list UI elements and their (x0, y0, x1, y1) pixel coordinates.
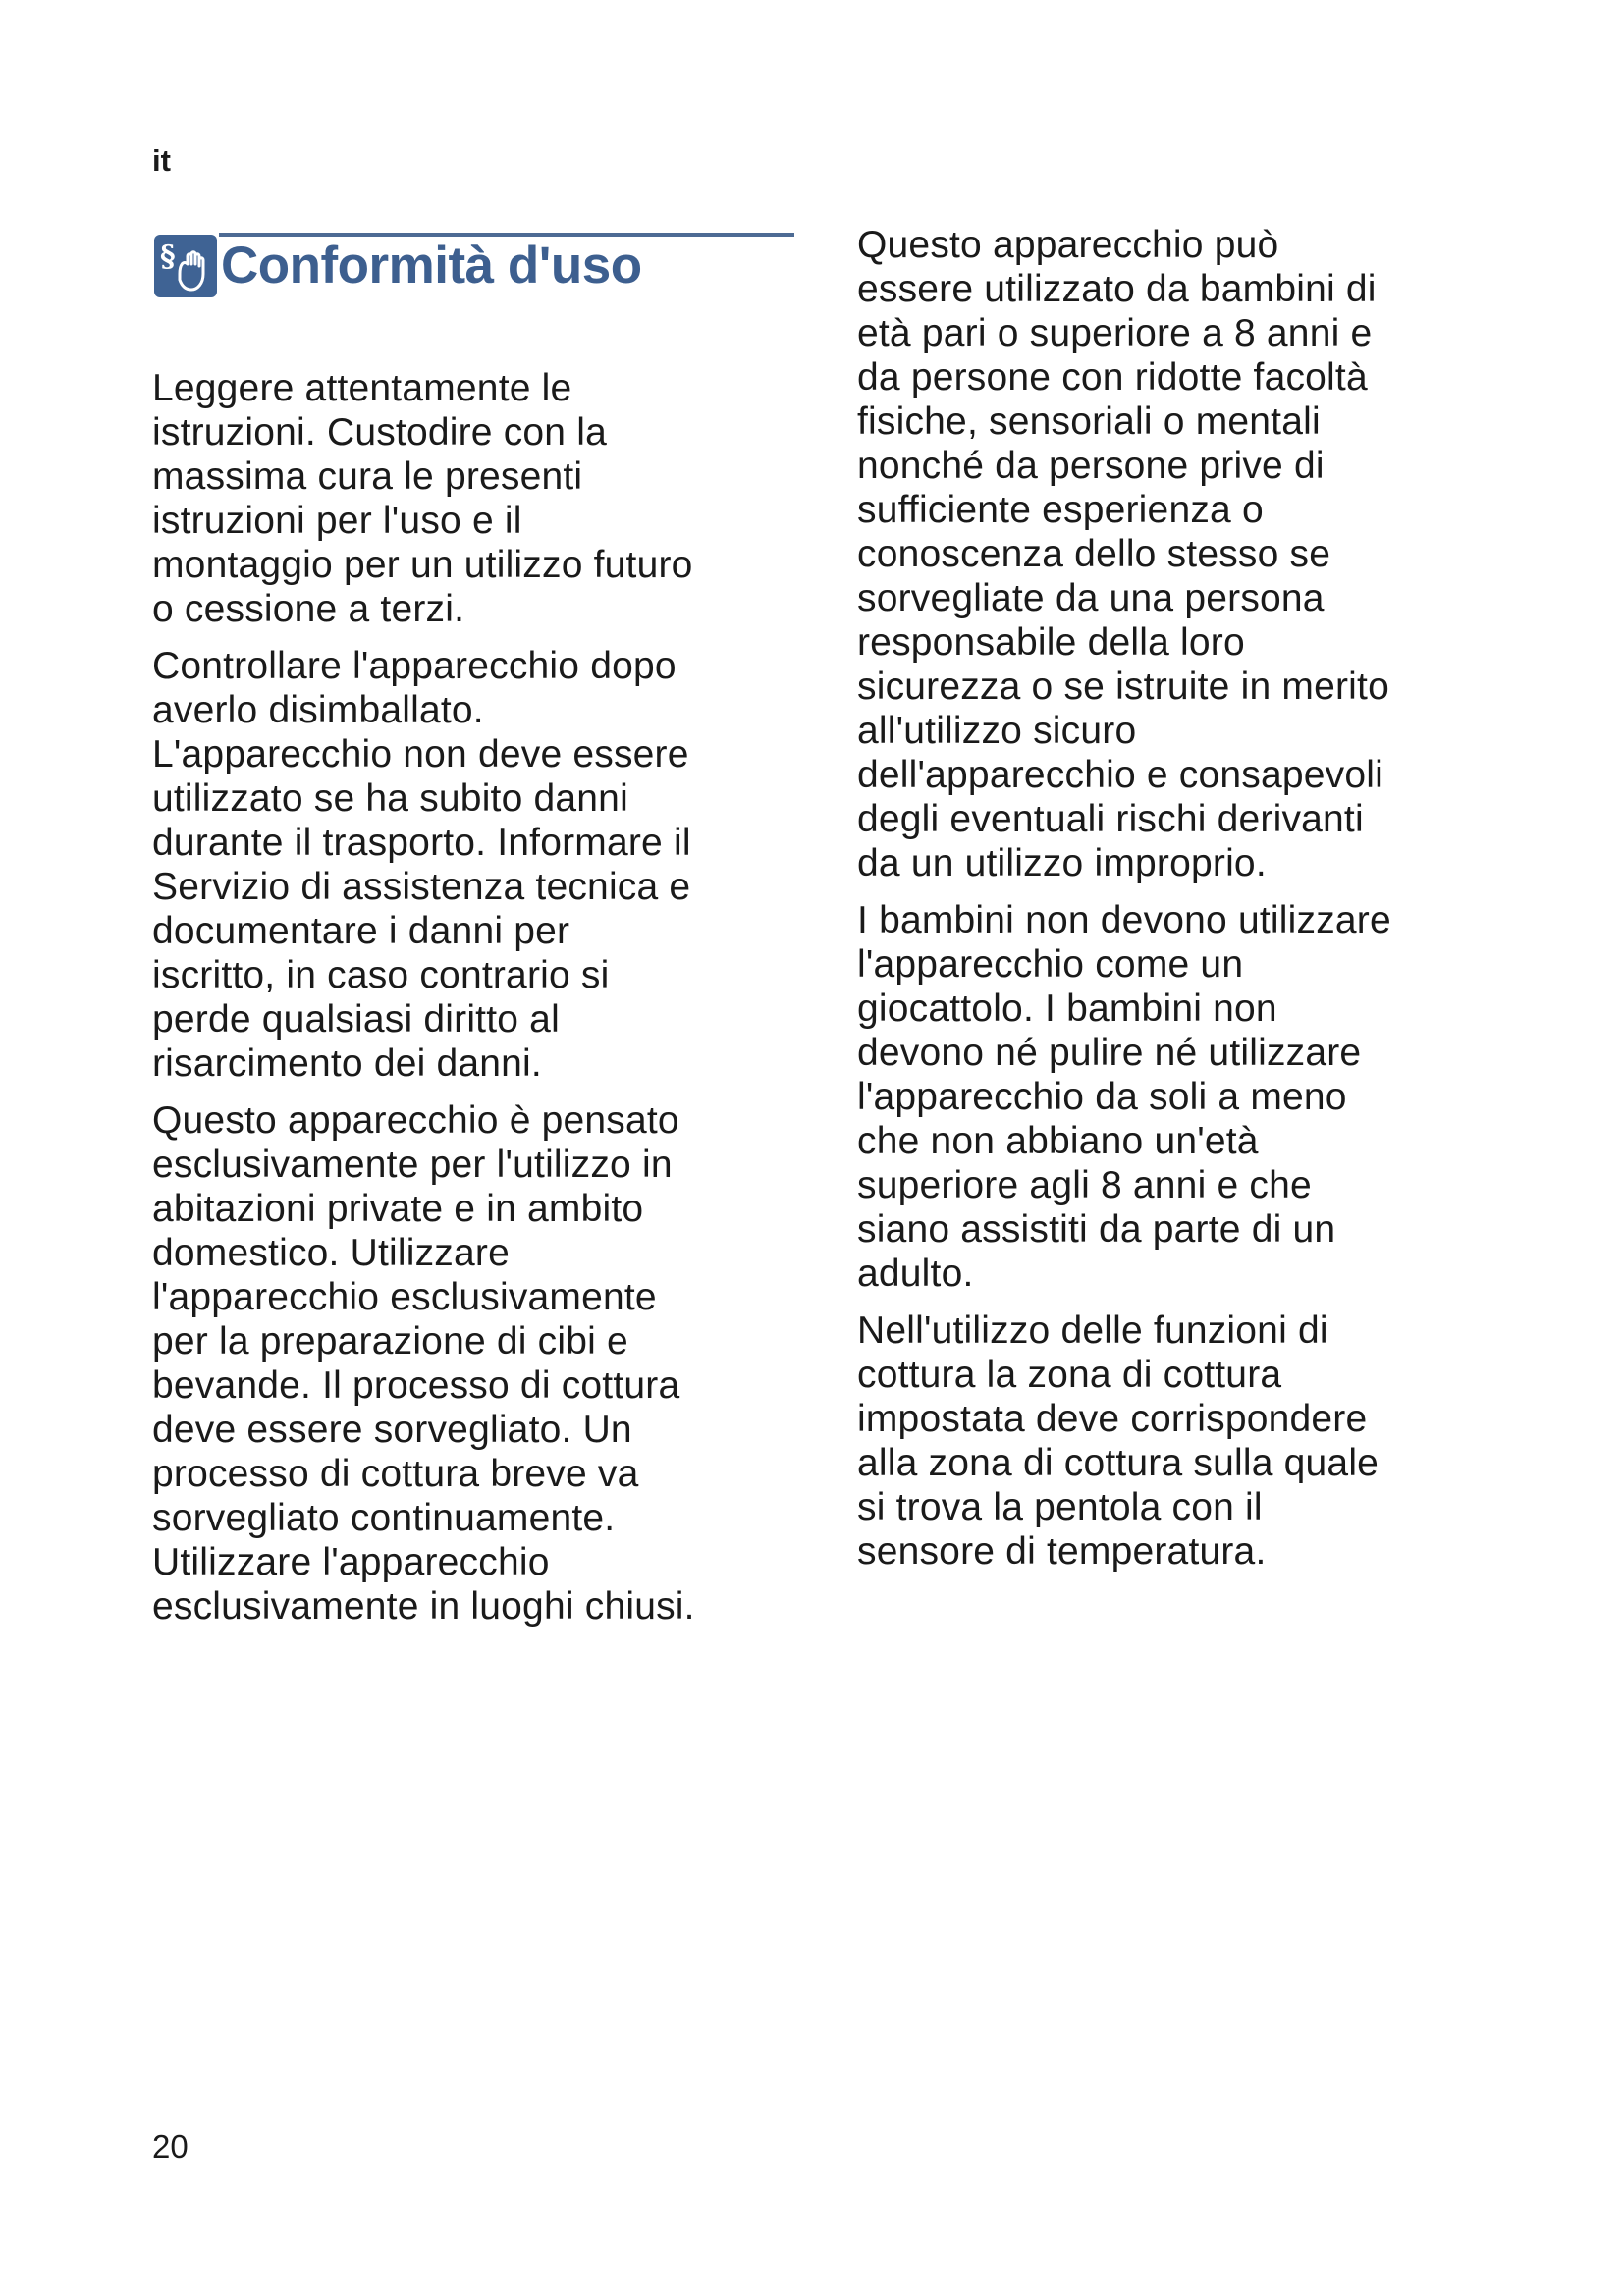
section-header (152, 229, 794, 302)
page-number: 20 (152, 2128, 189, 2164)
section-title: Conformità d'uso (221, 237, 642, 294)
section-hand-icon (154, 235, 217, 297)
paragraph-intended-use: Questo apparecchio è pensato esclusivamente per l'utilizzo in abitazioni private e in ambito domestico. Utilizzare l'apparecchio esclusivamente per la preparazione di cibi e bevande. Il processo di cottura deve essere sorvegliato. Un processo di cottura breve va sorvegliato continuamente. Utilizzare l'apparecchio esclusivamente in luoghi chiusi. (152, 1099, 695, 1628)
language-tag: it (152, 143, 171, 178)
right-column (857, 223, 1515, 1586)
svg-text:§: § (160, 240, 176, 274)
paragraph-children-play: I bambini non devono utilizzare l'apparecchio come un giocattolo. I bambini non devono né pulire né utilizzare l'apparecchio da soli a meno che non abbiano un'età superiore agli 8 anni e che siano assistiti da parte di un adulto. (857, 899, 1391, 1295)
paragraph-reading-instructions: Leggere attentamente le istruzioni. Custodire con la massima cura le presenti istruzioni per l'uso e il montaggio per un utilizzo futuro o cessione a terzi. (152, 367, 693, 630)
left-column (152, 366, 810, 1641)
paragraph-cooking-zone: Nell'utilizzo delle funzioni di cottura la zona di cottura impostata deve corrispondere alla zona di cottura sulla quale si trova la pentola con il sensore di temperatura. (857, 1309, 1380, 1573)
paragraph-children-and-persons: Questo apparecchio può essere utilizzato da bambini di età pari o superiore a 8 anni e da persone con ridotte facoltà fisiche, sensoriali o mentali nonché da persone prive di sufficiente esperienza o conoscenza dello stesso se sorvegliate da una persona responsabile della loro sicurezza o se istruite in merito all'utilizzo sicuro dell'apparecchio e consapevoli degli eventuali rischi derivanti da un utilizzo improprio. (857, 224, 1389, 884)
paragraph-check-appliance: Controllare l'apparecchio dopo averlo disimballato. L'apparecchio non deve essere utilizzato se ha subito danni durante il trasporto. Informare il Servizio di assistenza tecnica e documentare i danni per iscritto, in caso contrario si perde qualsiasi diritto al risarcimento dei danni. (152, 645, 691, 1085)
